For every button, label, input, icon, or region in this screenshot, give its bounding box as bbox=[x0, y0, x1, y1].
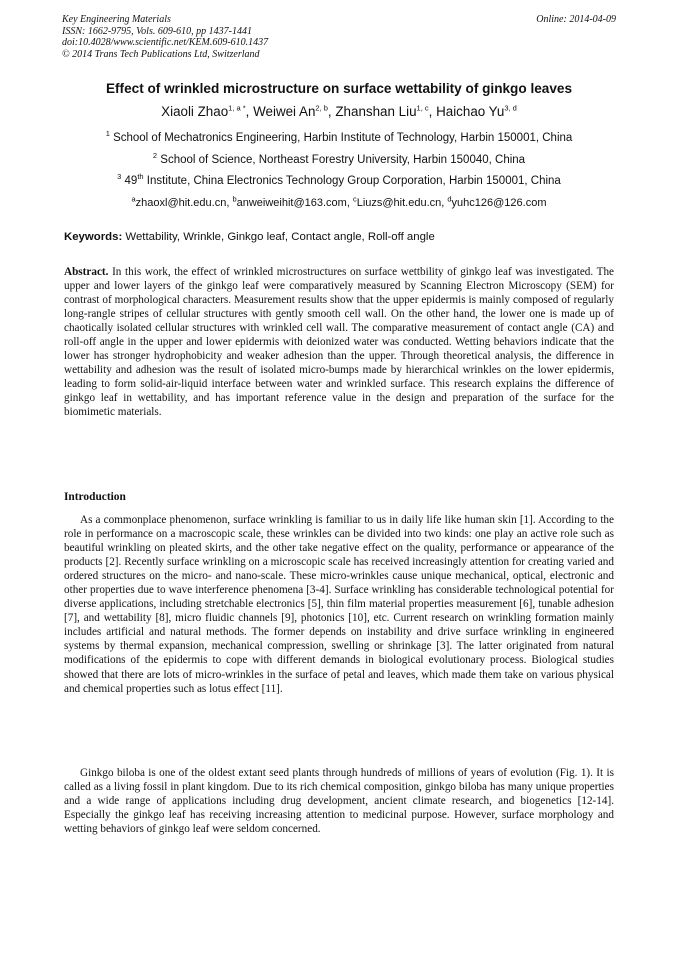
author-name: Zhanshan Liu bbox=[335, 104, 417, 119]
copyright-line: © 2014 Trans Tech Publications Ltd, Switzerland bbox=[62, 48, 260, 60]
author-name: Xiaoli Zhao bbox=[161, 104, 229, 119]
email-link[interactable]: zhaoxl@hit.edu.cn, bbox=[135, 197, 233, 209]
email-link[interactable]: yuhc126@126.com bbox=[451, 197, 547, 209]
email-link[interactable]: Liuzs@hit.edu.cn, bbox=[356, 197, 448, 209]
keywords-line bbox=[64, 230, 624, 244]
introduction-paragraph-2: Ginkgo biloba is one of the oldest extant seed plants through hundreds of millions of years of evolution (Fig. 1). It is called as a living fossil in plant kingdom. Due to its rich chemical composition, ginkgo biloba has many unique properties and a wide range of applications including drug development, ancient climate research, and biogenetics [12-14]. Especially the ginkgo leaf has receiving increasing attention to medicinal purpose. However, surface morphology and wetting behaviors of ginkgo leaf were seldom concerned. bbox=[64, 767, 614, 836]
author-name: Weiwei An bbox=[253, 104, 316, 119]
affiliation-3: $^3$ 49th Institute, China Electronics Technology Group Corporation, Harbin 150001, China bbox=[117, 172, 561, 187]
issn-line: ISSN: 1662-9795, Vols. 609-610, pp 1437-1441 bbox=[62, 25, 252, 37]
abstract-label: Abstract. bbox=[64, 266, 109, 278]
author-affiliation-mark: 3, d bbox=[504, 103, 517, 113]
online-date: Online: 2014-04-09 bbox=[536, 14, 616, 25]
introduction-paragraph-1: As a commonplace phenomenon, surface wrinkling is familiar to us in daily life like human skin [1]. According to the role in performance on a macroscopic scale, these wrinkles can be divided into two kinds: one play an active role such as beautiful wrinkling on pleated skirts, and the other take negative effect on the quality, performance or appearance of the products [2]. Recently surface wrinkling on a microscopic scale has received increasingly attention for creating varied and ordered structures on the micro- and nano-scale. These micro-wrinkles cause unique mechanical, optical, electronic and other properties due to wave interference phenomena [3-4]. Surface wrinkling has considerable technological potential for diverse applications, including stretchable electronics [5], thin film material properties measurement [6], tunable adhesion [7], and wettability [8], micro fluidic channels [9], photonics [10], etc. Current research on wrinkling formation mainly includes artificial and natural methods. The former depends on instability and drive surface wrinkling in engineered systems by thermal expansion, mechanical compression, swelling or shrinkage [3]. The latter originated from natural modifications of the epidermis to cope with different demands in biological evolutionary process. Biological studies showed that there are lots of micro-wrinkles in the surface of petal and leaves, which made them take on various physical and chemical properties such as lotus effect [11]. bbox=[64, 514, 614, 695]
doi-line[interactable]: doi:10.4028/www.scientific.net/KEM.609-610.1437 bbox=[62, 37, 269, 48]
author-list: Xiaoli Zhao$^{1, a *}$, Weiwei An$^{2, b}$, Zhanshan Liu$^{1, c}$, Haichao Yu$^{3, d}$ bbox=[161, 103, 517, 119]
keywords-label: Keywords: bbox=[64, 231, 123, 243]
abstract-paragraph bbox=[64, 265, 614, 420]
email-link[interactable]: anweiweihit@163.com, bbox=[236, 197, 353, 209]
affiliation-1: $^1$ School of Mechatronics Engineering, Harbin Institute of Technology, Harbin 150001, China bbox=[105, 129, 573, 144]
author-name: Haichao Yu bbox=[436, 104, 505, 119]
keywords-text: Wettability, Wrinkle, Ginkgo leaf, Contact angle, Roll-off angle bbox=[125, 231, 435, 243]
author-emails: $^a$zhaoxl@hit.edu.cn, $^b$anweiweihit@163.com, $^c$Liuzs@hit.edu.cn, $^d$yuhc126@126.com bbox=[131, 194, 547, 209]
journal-name: Key Engineering Materials bbox=[62, 14, 171, 25]
section-heading-introduction: Introduction bbox=[64, 491, 126, 503]
affiliation-2: $^2$ School of Science, Northeast Forestry University, Harbin 150040, China bbox=[152, 151, 526, 166]
author-affiliation-mark: 1, a * bbox=[228, 103, 246, 113]
author-affiliation-mark: 1, c bbox=[416, 103, 429, 113]
abstract-text: In this work, the effect of wrinkled microstructures on surface wettbility of ginkgo leaf was investigated. The upper and lower layers of the ginkgo leaf were comparatively measured by Scanning Electron Microscopy (SEM) for contrast of morphological characters. Measurement results show that the upper epidermis is mainly composed of regularly long-rangle stripes of cellular structures with gently smooth cell wall. On the other hand, the lower one is made up of chaotically isolated cellular structures with wrinkled cell wall. The comparative measurement of contact angle (CA) and roll-off angle in the upper and lower epidermis with deionized water was conducted. Wetting behaviors indicate that the lower has stronger hydrophobicity and weaker adhesion than the upper. Through theoretical analysis, the difference in wettability and adhesion was the result of isolated micro-bumps made by hierarchical wrinkles on the lower epidermis, leading to form solid-air-liquid interface between water and wrinkled surface. This research explains the difference of ginkgo leaf in wettability, and has important reference value in the design and preparation of the surface for the biomimetic materials. bbox=[64, 266, 615, 419]
paper-title: Effect of wrinkled microstructure on surface wettability of ginkgo leaves bbox=[105, 81, 573, 96]
author-affiliation-mark: 2, b bbox=[315, 103, 328, 113]
